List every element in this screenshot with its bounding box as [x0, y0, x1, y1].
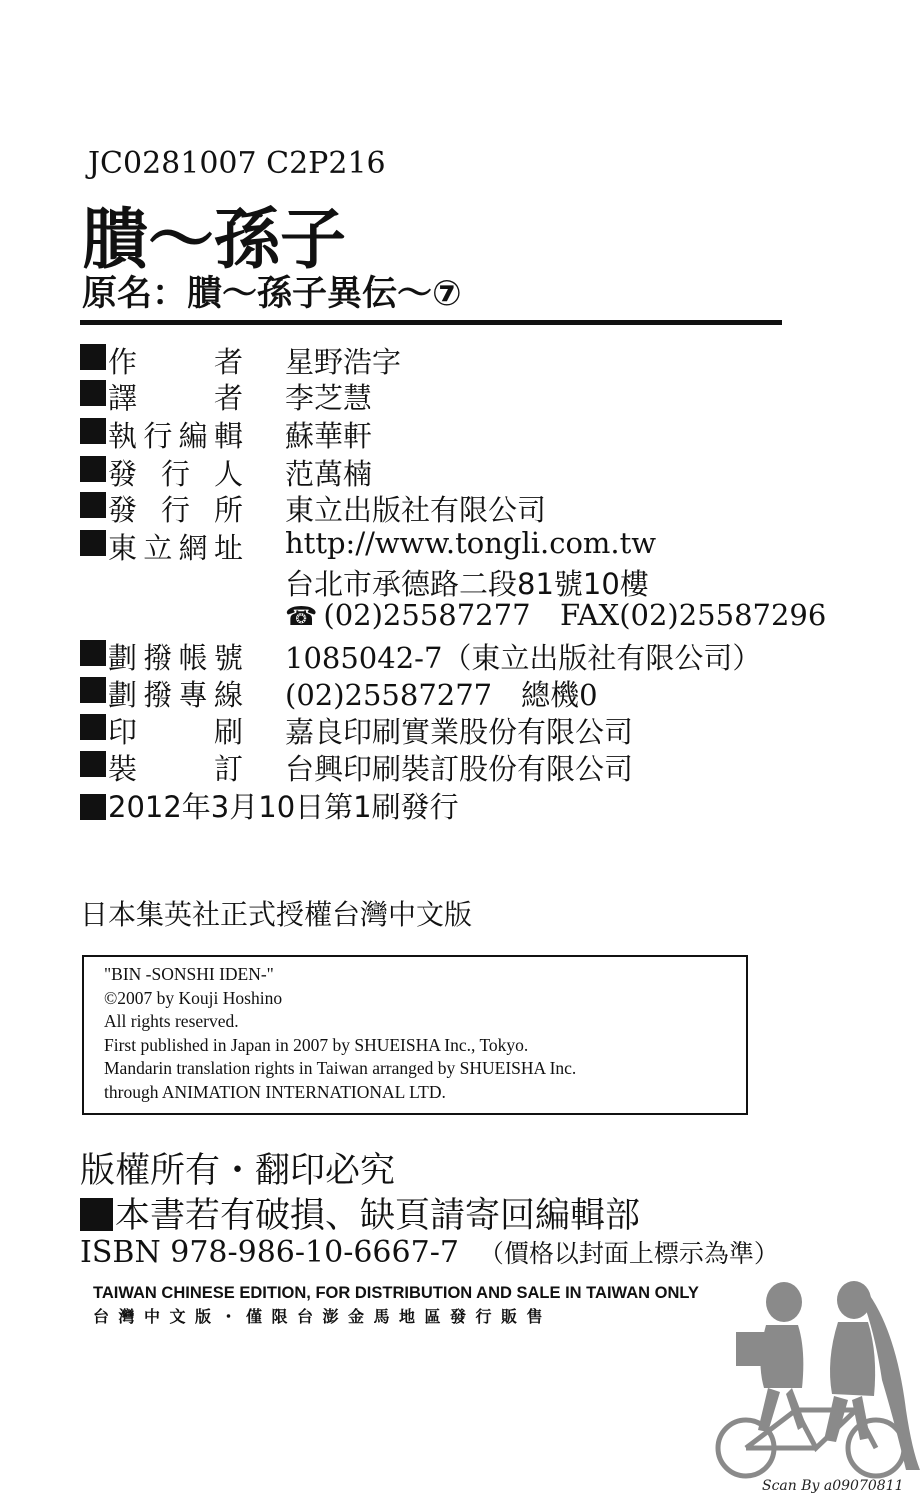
credit-value: 星野浩字	[285, 345, 402, 379]
rights-reserved: 版權所有・翻印必究	[80, 1151, 396, 1191]
credit-value: 嘉良印刷實業股份有限公司	[285, 715, 634, 749]
bullet-square	[80, 492, 106, 518]
catalog-code: JC0281007 C2P216	[88, 146, 386, 181]
credit-value: 東立出版社有限公司	[285, 493, 547, 527]
fax-number: FAX(02)25587296	[560, 598, 827, 632]
damage-notice	[80, 1188, 640, 1238]
couple-on-bicycle-illustration	[706, 1270, 924, 1482]
credit-value: 1085042-7（東立出版社有限公司）	[285, 641, 762, 675]
bullet-square	[80, 677, 106, 703]
bullet-square	[80, 751, 106, 777]
book-title: 膭～孫子	[82, 201, 346, 278]
isbn-line	[80, 1234, 779, 1270]
damage-notice-text: 本書若有破損、缺頁請寄回編輯部	[115, 1196, 641, 1236]
credit-value: 范萬楠	[285, 457, 373, 491]
edition-english: TAIWAN CHINESE EDITION, FOR DISTRIBUTION AND SALE IN TAIWAN ONLY	[93, 1284, 699, 1302]
isbn-number: ISBN 978-986-10-6667-7	[80, 1235, 459, 1270]
copyright-line: First published in Japan in 2007 by SHUEISHA Inc., Tokyo.	[104, 1034, 529, 1055]
phone-number: (02)25587277	[323, 598, 531, 632]
credit-label: 東立網址	[108, 531, 243, 565]
credit-label: 裝訂	[108, 752, 243, 786]
copyright-box	[82, 955, 748, 1115]
bullet-square	[80, 530, 106, 556]
edition-chinese: 台灣中文版・僅限台澎金馬地區發行販售	[93, 1307, 553, 1326]
credit-value: 李芝慧	[285, 381, 373, 415]
bullet-square	[80, 418, 106, 444]
credit-label: 印刷	[108, 715, 243, 749]
credit-label: 劃撥專線	[108, 678, 243, 712]
bullet-square	[80, 640, 106, 666]
price-note: （價格以封面上標示為準）	[478, 1239, 779, 1268]
publication-date	[80, 785, 459, 826]
credit-label: 執行編輯	[108, 419, 243, 453]
credit-value: 台興印刷裝訂股份有限公司	[285, 752, 634, 786]
original-title: 原名：膭～孫子異伝～⑦	[82, 274, 462, 314]
credit-label: 劃撥帳號	[108, 641, 243, 675]
copyright-line: Mandarin translation rights in Taiwan arranged by SHUEISHA Inc.	[104, 1058, 577, 1079]
bullet-square	[80, 380, 106, 406]
publication-date-text: 2012年3月10日第1刷發行	[108, 790, 459, 824]
copyright-line: ©2007 by Kouji Hoshino	[104, 987, 283, 1008]
credit-label: 發行人	[108, 457, 243, 491]
copyright-line: All rights reserved.	[104, 1011, 239, 1032]
bullet-square	[80, 714, 106, 740]
address: 台北市承德路二段81號10樓	[285, 567, 649, 601]
bullet-square	[80, 344, 106, 370]
credit-value: (02)25587277 總機0	[285, 678, 598, 712]
credit-value: 蘇華軒	[285, 419, 373, 453]
website-url: http://www.tongli.com.tw	[285, 526, 657, 560]
copyright-line: "BIN -SONSHI IDEN-"	[104, 964, 274, 984]
bullet-square	[80, 1198, 113, 1231]
credit-label: 譯者	[108, 381, 243, 415]
bullet-square	[80, 456, 106, 482]
credit-label: 作者	[108, 345, 243, 379]
license-statement: 日本集英社正式授權台灣中文版	[80, 898, 473, 931]
scan-credit: Scan By a09070811	[762, 1478, 904, 1494]
bullet-square	[80, 794, 106, 820]
telephone-icon: ☎	[285, 602, 318, 632]
credit-label: 發行所	[108, 493, 243, 527]
copyright-line: through ANIMATION INTERNATIONAL LTD.	[104, 1081, 446, 1102]
header-divider	[80, 320, 782, 325]
